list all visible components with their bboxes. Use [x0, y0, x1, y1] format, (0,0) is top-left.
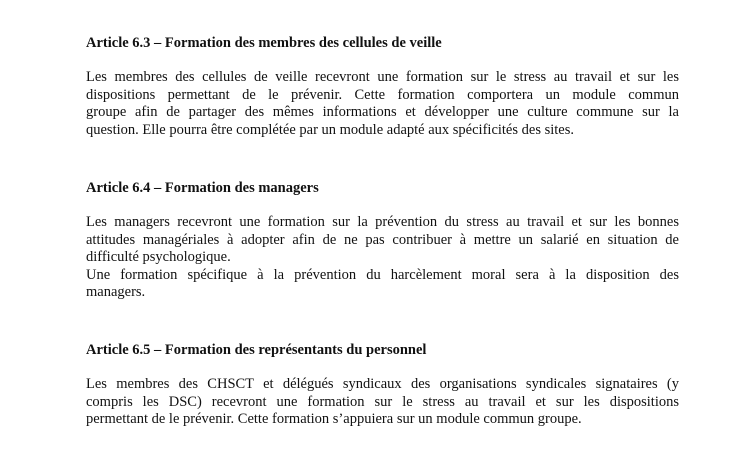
paragraph-line: permettant de le prévenir. Cette formation s’appuiera sur un module commun groupe. [86, 411, 582, 428]
paragraph-line: groupe afin de partager des mêmes informations et développer une culture commune sur la [86, 104, 679, 121]
article-6-3-paragraph [86, 69, 679, 139]
paragraph-line: Les membres des CHSCT et délégués syndicaux des organisations syndicales signataires (y [86, 376, 679, 392]
article-6-3-heading: Article 6.3 – Formation des membres des cellules de veille [86, 35, 442, 51]
paragraph-line: managers. [86, 284, 146, 301]
paragraph-line: dispositions permettant de le prévenir. Cette formation comportera un module commun [86, 86, 679, 103]
article-6-4-heading: Article 6.4 – Formation des managers [86, 180, 319, 196]
paragraph-line: compris les DSC) recevront une formation sur le stress au travail et sur les dispositions [86, 393, 679, 410]
article-6-5-heading: Article 6.5 – Formation des représentants du personnel [86, 342, 427, 358]
paragraph-line: attitudes managériales à adopter afin de ne pas contribuer à mettre un salarié en situation de [86, 231, 679, 248]
paragraph-line: question. Elle pourra être complétée par un module adapté aux spécificités des sites. [86, 121, 574, 138]
paragraph-line: Une formation spécifique à la prévention du harcèlement moral sera à la disposition des [86, 266, 679, 283]
paragraph-line: Les managers recevront une formation sur la prévention du stress au travail et sur les bonnes [86, 214, 679, 230]
paragraph-line: difficulté psychologique. [86, 249, 231, 266]
article-6-4-paragraph [86, 214, 679, 302]
article-6-5-paragraph [86, 376, 679, 429]
paragraph-line: Les membres des cellules de veille recevront une formation sur le stress au travail et sur les [86, 69, 679, 85]
